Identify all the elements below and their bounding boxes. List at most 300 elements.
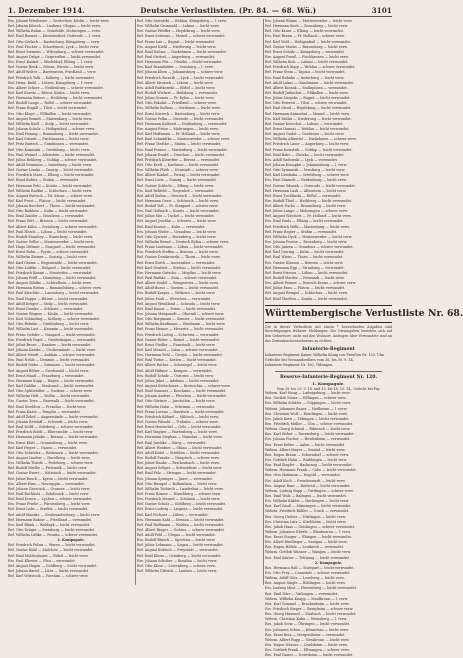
list-entry: Res. Emil Dürr — Vaihingen — verwundet.	[265, 591, 339, 596]
list-entry: Ref. Otto Bergmann — Samter — leicht verwundet.	[137, 317, 226, 322]
list-entry: Ers. Ludwig Mast — Herrenberg — leicht verwundet.	[265, 586, 358, 591]
list-entry: Ref. Otto Pakulat — Friedland — schwer verw.	[137, 101, 217, 106]
list-entry: Ers. Friedrich Marx — Elbing — leicht verwundet.	[8, 173, 95, 178]
list-entry: Ers. Karl Blank — Woldegk — leicht verwundet.	[8, 522, 91, 527]
list-entry: Ref. Gustav Pfeiffer — Heydekrug — leicht verw.	[137, 29, 221, 34]
list-entry: Ref. Ernst Friesen — Löbau — leicht verwundet.	[265, 270, 349, 275]
list-entry: Ref. Julius Pauli — Wreschen — verwundet.	[137, 296, 212, 301]
list-entry: Ref. Paul Tietze — Kosten — leicht verwundet.	[137, 358, 217, 363]
list-entry: Ref. Hermann Koch — Rosenberg — leicht verw.	[265, 24, 349, 29]
list-entry: Ref. Gustav Kurschat — Labiau — verwundet.	[265, 121, 344, 126]
list-entry: Wehrm. Hermann Frank — Calw — leicht verwundet.	[265, 468, 357, 473]
list-entry: Ref. Otto Janzen — Graudenz — schwer verwundet.	[265, 245, 354, 250]
list-entry: Ref. Gustav Renk — Polenz, Wirsitz — leicht verw.	[8, 65, 95, 70]
list-entry: Ref. Johann Borchert — Thorn — leicht verwundet.	[8, 204, 96, 209]
list-entry: Ers. Paul Kliewer — Plau — verwundet.	[8, 558, 76, 563]
list-entry: Res. Eugen Häfele — Leutkirch — verwundet.	[265, 545, 345, 550]
list-entry: Res. Georg Dreher — Nürtingen — leicht verw.	[265, 514, 346, 519]
list-entry: Ref. Friedrich Laser — Angerburg — leicht verw.	[265, 142, 350, 147]
list-entry: Ers. Paul Fischer — Scharfenort, Lyck — leicht verw.	[8, 44, 100, 49]
list-entry: Ref. Ernst Tuchlinski — Rößel — verwundet.	[265, 193, 342, 198]
list-entry: Ref. Albert Wendt — Anklam — schwer verwundet.	[8, 353, 96, 358]
list-entry: Ref. Friedrich Zerrath — Lyck — leicht verwundet.	[137, 75, 225, 80]
battle-line: Vom 28. bis 29. 9. 14. und 15. bis 18. 10. 14., Gefecht bei Fay.	[276, 386, 381, 391]
list-entry: Ref. Friedrich Kanne — Neustettin — verwundet.	[8, 270, 93, 275]
list-entry: Ref. Gustav Ritter — Bomst — leicht verwundet.	[137, 337, 220, 342]
list-entry: Ref. Friedrich Kopp — Wehlau — schwer verwundet.	[265, 65, 356, 70]
list-entry: Ref. Emil Bahr — Oletzko — leicht verwundet.	[265, 152, 345, 157]
list-entry: Ref. Gustav Lemke — Danzig — leicht verwundet.	[8, 168, 94, 173]
list-entry: Ers. Adolf Ruttkowski — Rößel — leicht verw.	[137, 85, 216, 90]
list-entry: Wehrm. Christian Kuhn — Weinsberg — l. verw.	[265, 617, 347, 622]
list-entry: Ref. Otto Hampel — Bolkenhain — leicht verw.	[137, 481, 218, 486]
list-entry: Ref. Gustav Marks — Braunsberg — leicht verw.	[265, 44, 348, 49]
list-entry: Ref. Franz Lindenau — Löbau — leicht verwundet.	[137, 245, 224, 250]
list-entry: Ref. Ernst Siemens — Wittenburg — schwer verwundet.	[8, 49, 105, 54]
list-entry: Ers. Emil Zander — Graudenz — verwundet.	[8, 214, 85, 219]
list-entry: Ref. Ernst Labs — Strelitz — leicht verwundet.	[8, 507, 89, 512]
list-entry: Ref. Johann Gnewuch — Gransee — leicht verw.	[8, 486, 91, 491]
list-entry: Wehrm. Johannes Eberle — Blaubeuren — l. verw.	[265, 529, 351, 534]
list-entry: Ref. Emil Dorow — Lychen — schwer verwundet.	[8, 497, 93, 502]
list-entry: Ref. Karl Wagner — Wartenberg — leicht verw.	[137, 430, 218, 435]
list-entry: Ref. Franz Lau — Ragnit — leicht verwundet.	[137, 39, 216, 44]
list-entry: Ref. Friedrich Tolk — Kolberg — leicht verwundet.	[8, 75, 95, 80]
list-entry: Ref. Otto Lüdtke — Belgard — leicht verwundet.	[8, 265, 92, 270]
list-entry: Ref. August Lindow — Havelberg — leicht verw.	[8, 455, 91, 460]
list-entry: Ref. Johann Konopka — Johannisburg — l. verw.	[265, 162, 348, 167]
list-entry: Ref. August Gudat — Gerdauen — leicht verw.	[265, 132, 345, 137]
list-entry: Res. Ernst Keller — Aalen — leicht verwundet.	[265, 442, 346, 447]
list-entry: Ref. Emil Pelz — Striegau — leicht verwundet.	[137, 471, 217, 476]
list-entry: Ers. Hermann Stephan — Namslau — leicht verw.	[137, 435, 223, 440]
list-entry: Ref. Otto Symanzik — Sensburg — leicht verw.	[265, 168, 346, 173]
list-entry: Ref. August Zühlke — Schivelbein — leicht verw.	[8, 281, 92, 286]
section-lines	[265, 353, 392, 368]
list-entry: Ref. Fritz Bartsch — Gumbinnen — verwundet.	[8, 142, 89, 147]
list-entry: Ref. Julius Rusch — Kyritz — leicht verwundet.	[8, 476, 89, 481]
list-entry: Ref. Paul Hoffmann — Wohlau — leicht verwundet.	[137, 522, 225, 527]
list-entry: Res. Emil Walz — Balingen — leicht verwundet.	[265, 493, 347, 498]
list-entry: Ref. Franz Lorenz — Rawitsch — leicht verwundet.	[137, 409, 225, 414]
list-entry: Ref. Paul Nitsch — Löbau — leicht verwundet.	[8, 229, 88, 234]
list-entry: Ers. Adolf Koch — Freudenstadt — leicht verw.	[265, 478, 346, 483]
list-entry: Ref. Adolf Busse — Gnesen — leicht verwundet.	[137, 286, 220, 291]
list-entry: Ref. Hermann Bräuer — Heilsberg — leicht verwundet.	[8, 96, 104, 101]
list-entry: Ref. Julius Lange — Mohrungen — schwer verw.	[265, 209, 348, 214]
list-entry: Ref. Otto Behnke — Greifenberg — leicht verw.	[8, 322, 90, 327]
list-entry: Ref. Hermann Ristau — Rummelsburg — schwer verw.	[8, 286, 102, 291]
list-entry: Res. Jakob Seitz — Öhringen — leicht verwundet.	[265, 622, 351, 627]
list-entry: Ers. Hermann Gutsche — Mogilno — leicht verw.	[137, 270, 222, 275]
list-entry: Ers. Hermann Kopp — Rügen — leicht verwundet.	[8, 378, 95, 383]
list-entry: Ref. Gustav Schlicht — Elbing — leicht verw.	[137, 183, 214, 188]
list-entry: Ref. Karl Pieper — Nauen — verwundet.	[8, 445, 78, 450]
list-entry: Ref. Karl Wolf — Heiligenbeil — leicht verwundet.	[265, 39, 351, 44]
list-entry: Res. Paul Sauter — Tettnang — leicht verwundet.	[265, 555, 350, 560]
list-entry: Ref. Paul Wiens — Thorn — leicht verwundet.	[265, 255, 344, 260]
list-entry: Ref. Gustav Pelka — Osterode — leicht verwundet.	[137, 116, 225, 121]
list-entry: Ref. Albert Seidel — Wongrowitz — leicht verw.	[137, 281, 219, 286]
list-entry: Ers. Johann Anders — Pleschen — leicht verwundet.	[137, 394, 227, 399]
list-entry: Ers. Gottlieb Frank — Ellwangen — schwer verw.	[265, 648, 350, 653]
list-entry: Ers. Johann Wiebe — Graudenz — leicht verw.	[137, 229, 217, 234]
list-entry: Ers. August Paetsch — Dt. Krone — schwer verw.	[8, 193, 93, 198]
list-entry: Ref. Friedrich Polzin — Waren — leicht verwundet.	[8, 543, 96, 548]
list-entry: Ref. Julius Gronau — Pr. Eylau — leicht verw.	[137, 96, 215, 101]
list-entry: Ers. Adolf Sadowski — Lyck — verwundet.	[265, 157, 338, 162]
list-entry: Res. Hermann Rall — Stuttgart — leicht verwundet.	[265, 565, 355, 570]
list-entry: Ers. Johann Fischer — Heidenheim — verwundet.	[265, 437, 351, 442]
list-entry: Ref. Adolf Zabel — Angermünde — leicht verwundet.	[8, 414, 99, 419]
list-entry: Ers. Rudolf Franke — Nimptsch — schwer verw.	[137, 455, 220, 460]
list-entry: Ref. Ernst Schwarz — Memel — schwer verwundet.	[137, 34, 226, 39]
list-entry: Ref. Paul Buchholz — Zehdenick — leicht verw.	[8, 491, 90, 496]
list-entry: Ref. Hermann Lask — Allenstein — leicht verw.	[265, 188, 347, 193]
header-rule	[8, 16, 392, 17]
list-entry: Ref. Wilhelm Kroll — Stolp — leicht verwundet.	[8, 121, 90, 126]
list-entry: Ref. Ernst Bohn — Pyritz — schwer verwundet.	[8, 250, 90, 255]
list-entry: Ref. Johann Bartel — Lübz — leicht verwundet.	[8, 569, 90, 574]
list-entry: Ref. Heinr. Biehl — Lötzen, Königsberg — l. verw.	[8, 80, 94, 85]
list-entry: Ref. Adolf Pohl — Glogau — leicht verwundet.	[137, 533, 216, 538]
list-entry: Ers. Otto Kluge — Pillkallen — leicht verwundet.	[8, 111, 92, 116]
list-entry: Ers. Albert Hinz — Neuruppin — verwundet.	[8, 481, 85, 486]
list-entry: Ers. Johannes Scheu — Künzelsau — leicht verw.	[265, 627, 349, 632]
list-entry: Ers. Otto Frey — Cannstatt — schwer verwundet.	[265, 571, 351, 576]
list-entry: Ref. Wilhelm Tschirch — Landeshut — leicht verw.	[137, 486, 224, 491]
list-entry: Ref. Karl Frost — Flatow — leicht verwundet.	[8, 198, 87, 203]
list-entry: Ref. August Wiechert — Pr. Holland — leicht verw.	[265, 214, 352, 219]
list-entry: Ers. Rudolf Scholz — Ostrowo — leicht verw.	[137, 373, 215, 378]
list-entry: Ref. Gustav Sellin — Marienwerder — leicht verw.	[8, 240, 95, 245]
list-entry: Ref. Hermann Pilz — Oletzko — leicht verwundet.	[137, 60, 223, 65]
list-entry: Ref. Emil Sommer — Koschmin — leicht verwundet.	[137, 389, 227, 394]
list-entry: Ref. Paul Jaschke — Brieg — verwundet.	[137, 440, 207, 445]
header-date: 1. Dezember 1914.	[8, 5, 85, 15]
list-entry: Ers. Emil Ruhnke — Insterburg — leicht verw.	[265, 75, 345, 80]
list-entry: Ref. Julius Jäkel — Adelnau — leicht verwundet.	[137, 378, 220, 383]
list-entry: Ref. Wilhelm Kaufmann — Birnbaum — leicht verw.	[137, 322, 226, 327]
list-entry: Ref. Otto Raddatz — Kulm — leicht verwundet.	[8, 209, 89, 214]
list-entry: Ref. Paul Kirschke — Lauenburg — leicht verwundet.	[8, 291, 100, 296]
list-entry: Res. Jakob Haas — Geislingen — schwer verwundet.	[265, 524, 356, 529]
list-entry: Ers. Gottlieb Hahn — Waiblingen — leicht verw.	[265, 457, 348, 462]
list-entry: Ref. Rudolf Stübe — Grimmen — leicht verwundet.	[8, 363, 96, 368]
list-entry: Ref. Julius Enns — Flatow — leicht verwundet.	[265, 286, 346, 291]
list-entry: Ref. Karl Wittstock — Parchim — schwer verw.	[8, 574, 89, 579]
list-entry: Res. Gottlob Maier — Eßlingen — schwer verw.	[265, 396, 347, 401]
list-entry: Ref. Ernst Lietz — Danzig — leicht verwundet.	[137, 178, 217, 183]
list-entry: Ers. Wilhelm Schäfer — Göppingen — leicht verw.	[265, 401, 352, 406]
list-entry: Ref. Otto Schröder — Rathenow — leicht verwundet.	[8, 450, 99, 455]
list-entry: Ref. Wilhelm Ruhm — Grünfelde, Mohrungen — verw.	[8, 29, 101, 34]
list-entry: Ref. Emil Krause — Kulm — verwundet.	[137, 224, 206, 229]
list-entry: Ref. Karl Kewitz — Bütow, Köslin — leicht verw.	[8, 90, 90, 95]
list-entry: Ref. Gustav Scholz — Goldberg — leicht verwundet.	[137, 502, 227, 507]
list-entry: Ref. Adolf Hübner — Kempen — verwundet.	[137, 368, 213, 373]
list-entry: Ref. Karl Grams — Regenwalde — leicht verwundet.	[8, 260, 98, 265]
list-entry: Ref. Ernst Maaß — Franzburg — verwundet.	[8, 373, 85, 378]
list-entry: Res. Karl Weber — Ravensburg — leicht verwundet.	[265, 432, 355, 437]
list-entry: Ref. Karl Menzel — Lissa — schwer verwundet.	[137, 348, 219, 352]
list-entry: Ref. Adolf Kittel — Strehlen — leicht verwundet.	[137, 450, 221, 455]
list-entry: Ref. Wilhelm Radtke — Schlochau — leicht verw.	[8, 188, 92, 193]
list-entry: Wehrm. Adolf Götz — Leonberg — leicht verw.	[265, 576, 345, 581]
list-entry: Ref. Albert Mrotzek — Lötzen — leicht verw.	[137, 80, 214, 85]
list-entry: Ref. Gustav Kühl — Malchow — leicht verwundet.	[8, 548, 94, 553]
list-entry: Ers. Karl Wallat — Niederung — leicht verwundet.	[265, 116, 352, 121]
list-entry: Ref. Franz Tiedtke — Stuhm — leicht verwundet.	[137, 142, 222, 147]
list-entry: Ref. Johann Schulz — Heiligenbeil — schwer verw.	[8, 126, 95, 131]
list-entry: Ref. Hermann Pohl — Konitz — leicht verwundet.	[8, 183, 93, 188]
list-entry: Ers. Emil Pauls — Elbing — leicht verwundet.	[265, 219, 344, 224]
list-entry: Ref. Adolf Ziehm — Neuteich — leicht verwundet.	[137, 193, 223, 198]
list-entry: Ref. Rudolf Wichert — Heilsberg — verwundet.	[137, 90, 219, 95]
list-entry: Ref. Wilhelm Dittrich — Lauban — leicht verw.	[137, 569, 218, 574]
list-entry: Ref. Emil Thießen — Konitz — leicht verwundet.	[265, 296, 348, 301]
list-entry: Ers. Wilhelm Thiede — Perleberg — schwer verw.	[8, 461, 94, 466]
list-entry: Ers. Paul Nehls — Demmin — leicht verwundet.	[8, 358, 91, 363]
list-entry: Ers. Johann Prüß — Dramburg — leicht verwundet.	[8, 276, 97, 281]
list-entry: Ref. Rudolf Mielke — Pritzwalk — leicht verw.	[8, 466, 88, 471]
list-entry: Ers. Johann Schober — Bunzlau — leicht verw.	[137, 558, 218, 563]
list-entry: Ref. Friedrich Wölk — Marienburg — leicht verw.	[265, 224, 350, 229]
list-entry: Ref. Franz Witt — Briesen — leicht verwundet.	[8, 219, 89, 224]
list-entry: Ref. Hermann Rakow — Friedland — verwundet.	[8, 517, 92, 522]
list-entry: Ref. Otto Gärtner — Jarotschin — leicht verw.	[137, 399, 216, 404]
column-3	[265, 19, 463, 658]
column-1	[8, 19, 134, 587]
list-entry: Ers. Albert Penner — Deutsch Krone — schwer verw.	[265, 281, 357, 286]
list-entry: Ref. Otto Dräger — Strasburg — leicht verwundet.	[8, 527, 96, 532]
list-entry: Ers. August Fröse — Mohrungen — leicht verw.	[137, 126, 219, 131]
list-entry: Ref. Karl Hoffmann — Pr. Holland — leicht verw.	[137, 132, 221, 137]
list-entry: Gefechte bei Vermandovillers vom 26. bis 30. 9. 14.	[265, 358, 354, 363]
list-entry: Ers. Jakob Kern — Tübingen — leicht verwundet.	[265, 416, 350, 421]
list-entry: Ref. Emil Kliem — Grünberg — leicht verwundet.	[137, 553, 222, 558]
column-2	[137, 19, 262, 587]
list-entry: Ers. Karl Rehfeld — Tiegenhof — verwundet.	[137, 188, 215, 193]
list-entry: Ers. Wilhelm Ballnus — Gerdauen — leicht verw.	[137, 106, 221, 111]
list-entry: Ref. Hugo Dittmer — Stargard — leicht verwundet.	[8, 245, 97, 250]
intro-paragraph: Die in dieser Verlustliste mit einem * bezeichneten Angaben sind Berichtigungen früherer Meldungen. Die Ortsangaben beziehen sich auf den Geburtsort, nicht auf den Wohnort. Anfragen über Verwundete sind an das Zentralnachweisebureau zu richten.	[265, 324, 392, 343]
list-entry: Ref. Franz Regier — Stuhm — verwundet.	[265, 229, 338, 234]
list-entry: Ers. Johann Retzlaff — Schwedt — leicht verw.	[8, 419, 89, 424]
list-entry: Ers. Friedrich Kühnel — Militsch — leicht verw.	[137, 414, 220, 419]
list-entry: Wehrm. Gottlob Wanner — Wangen — leicht verw.	[265, 550, 352, 555]
list-entry: Ref. Otto Gerlach — Rastenburg, Königsberg — verw.	[8, 39, 101, 44]
list-entry: Infanterie-Regiment Nr. 180, Tübingen.	[265, 363, 334, 368]
list-entry: Ers. Friedrich Rieger — Besigheim — schwer verw.	[265, 607, 354, 612]
list-entry: Wehrm. Ludwig Rapp — Tuttlingen — schwer verw.	[265, 488, 354, 493]
list-entry: Ref. Friedrich Klawitter — Berent — verwundet.	[137, 157, 221, 162]
list-entry: Res. Karl Gommel — Brackenheim — leicht verw.	[265, 601, 350, 606]
list-entry: Ers. Friedrich Liebig — Schwerin — verwundet.	[137, 332, 220, 337]
wuerttemberg-heading: Württembergische Verlustliste Nr. 68.	[265, 305, 392, 323]
list-entry: Ref. Johann Ewald — Dirschau — leicht verwundet.	[137, 152, 226, 157]
list-entry: Ref. Franz Kaatz — Templin — verwundet.	[8, 409, 81, 414]
list-entry: Ers. Johann Wiesbauer — Gentschow, Köslin — leicht verw.	[8, 19, 110, 23]
list-entry: Ref. Julius Rehberg — Goldap — schwer verwundet.	[8, 157, 98, 162]
list-entry: Ref. August Bölter — Greifswald — leicht verw.	[8, 368, 90, 373]
list-entry: Ers. Rudolf Thiel — Heilsberg — leicht verwundet.	[265, 198, 353, 203]
list-entry: Ref. Karl Neubert — Strelno — leicht verwundet.	[137, 265, 222, 270]
list-entry: Ref. Hermann Kallweit — Neidenburg — verwundet.	[137, 121, 228, 126]
list-entry: Ers. Friedrich Menzel — Schönau — leicht verw.	[137, 497, 221, 502]
list-entry: Res. August Single — Böblingen — leicht verw.	[265, 581, 346, 586]
list-entry: Ref. Emil Strehlow — Prenzlau — leicht verw.	[8, 404, 87, 409]
column-3-list-bottom	[265, 391, 392, 658]
list-entry: Wehrm. Friedrich Bühler — Urach — verwundet.	[265, 509, 350, 514]
list-entry: Ref. Ernst Dumke — Schlawe — verwundet.	[8, 306, 84, 311]
list-entry: Ers. Wilhelm Plath — Neustadt — schwer verw.	[137, 168, 219, 173]
list-entry: Ers. Albert Schorr — Neidenburg — schwer verwundet.	[8, 85, 104, 90]
list-entry: Ref. Albert Weidner — Ohlau — leicht verwundet.	[137, 445, 223, 450]
list-entry: Ers. Friedrich Pagel — Greifenhagen — verwundet.	[8, 337, 97, 342]
list-entry: Ers. Paul Zimmek — Neidenburg — leicht verw.	[265, 178, 347, 183]
list-entry: Ref. Otto Petereit — Tilsit — schwer verwundet.	[265, 101, 348, 106]
list-entry: Ref. Gustav Sdunek — Osterode — leicht verwundet.	[265, 183, 356, 188]
list-entry: Ers. Paul Wenzel — Allenstein — leicht verwundet.	[8, 152, 96, 157]
section-heading: Infanterie-Regiment	[302, 347, 355, 353]
list-entry: Wehrm. Wilhelm Knapp — Maulbronn — l. verw.	[265, 596, 349, 601]
list-entry: Ers. Karl Schmeling — Kolberg — schwer verwundet.	[8, 317, 100, 322]
header-page-number: 3101	[371, 5, 392, 15]
list-entry: Ers. Karl Brandstäter — Sensburg — l. verw.	[137, 65, 214, 70]
list-entry: Ref. Franz Gehrke — Naugard — leicht verwundet.	[8, 332, 96, 337]
list-entry: Res. August Baur — Rottweil — leicht verwundet.	[265, 483, 351, 488]
list-entry: Ref. Hermann Graw — Schöneck — leicht verw.	[137, 198, 219, 203]
list-entry: Ref. Julius Brose — Randow — leicht verwundet.	[8, 342, 92, 347]
list-entry: Ers. Emil Penner — Marienburg — leicht verwundet.	[137, 147, 228, 152]
list-entry: Ers. Rudolf Manthey — Rosenberg — leicht verw.	[8, 234, 93, 239]
list-entry: Ref. Ernst Fiedler — Fraustadt — leicht verw.	[137, 342, 216, 347]
list-entry: Res. Eugen Wörner — Crailsheim — leicht verw.	[265, 643, 348, 648]
list-entry: Ref. Otto Kaminski — Ortelsburg — leicht verw.	[8, 147, 91, 152]
list-entry: Res. Paul Gaiser — Neresheim — leicht verwundet.	[265, 653, 354, 658]
list-entry: Ref. August Wendland — Schroda — leicht verw.	[137, 301, 221, 306]
list-entry: Ref. Julius Lehmann — Sagan — leicht verwundet.	[137, 543, 224, 548]
list-entry: Ers. Rudolf Bärsch — Sprottau — leicht verw.	[137, 538, 216, 543]
list-entry: Ref. Albert Rieger — Guhrau — schwer verwundet.	[137, 527, 225, 532]
list-entry: Ref. Otto Klose — Löwenberg — schwer verw.	[137, 563, 216, 568]
list-entry: Ers. Gustav Tews — Pasewalk — leicht verwundet.	[8, 399, 95, 404]
list-entry: Ref. Wilhelm Lübke — Penzlin — schwer verwundet.	[8, 533, 99, 538]
list-entry: Wehrm. Johannes Bauer — Heilbronn — l. verw.	[265, 406, 348, 411]
list-entry: Ref. Wilhelm Bernd — Deutsch Eylau — schwer verw.	[137, 240, 229, 245]
list-entry: Ref. August Kretschmer — Krotoschin — schwer verw.	[137, 383, 231, 388]
list-entry: Ref. Karl Quiring — Kulm — leicht verwundet.	[265, 250, 345, 255]
list-entry: Ref. Julius Hanke — Reichenbach — leicht verw.	[137, 461, 220, 466]
list-entry: Res. Christian Wolf — Reutlingen — leicht verw.	[265, 411, 348, 416]
list-entry: Ref. Johann Kamke — Ueckermünde — leicht verw.	[8, 348, 96, 352]
list-entry: Ers. Rudolf Kasper — Witkowo — leicht verw.	[137, 291, 216, 296]
list-entry: Ref. Otto Zywietz — Rosenberg — leicht verw.	[137, 234, 217, 239]
list-entry: Ref. Paul Wolff — Oderberg — schwer verwundet.	[8, 425, 94, 430]
regiment-heading: Reserve-Infanterie-Regiment Nr. 120.	[279, 374, 378, 380]
list-entry: Ref. Wilhelm Last — Kammin — leicht verwundet.	[8, 327, 94, 332]
list-entry: Ers. Paul Braun — Pr. Holland — schwer verw.	[265, 34, 345, 39]
list-entry: Ref. Gustav Ewert — Wittstock — leicht verwundet.	[8, 471, 97, 476]
list-entry: Ref. Wilhelm Hahn — Schrimm — verwundet.	[137, 404, 216, 409]
column-divider	[135, 19, 136, 585]
list-entry: Ref. Wilhelm Dyck — Marienwerder — leicht verw.	[265, 234, 353, 239]
list-entry: Ref. Karl Gutzeit — Fischhausen — leicht verw.	[8, 137, 90, 142]
list-entry: Ref. Adolf Manzke — Neubrandenburg — leicht verw.	[8, 512, 101, 517]
list-entry: Ers. Hermann Pohl — Gostyn — leicht verwundet.	[137, 353, 223, 358]
list-entry: Ref. Paul Stritzel — Angerburg — verwundet.	[137, 54, 216, 59]
list-entry: Ers. Hermann Kahl — Steinau — leicht verwundet.	[137, 517, 225, 522]
list-entry: Ref. Emil Riemer — Kirsteinsdorf, Osterode — l. verw.	[8, 34, 101, 39]
list-entry: Ers. Wilhelm Albrecht — Darkehmen — schwer verw.	[265, 137, 357, 142]
list-entry: Ers. Paul Gollnick — Konitz — leicht verwundet.	[137, 209, 220, 214]
list-entry: 3. Kompagnie.	[57, 538, 85, 543]
list-entry: Ref. Otto Sawatzki — Wehlau, Königsberg — l. verw.	[137, 19, 227, 23]
list-entry: Ref. Ernst Dannat — Wehlau — leicht verwundet.	[265, 126, 350, 131]
list-entry: Ers. Christian Lutz — Kirchheim — leicht verw.	[265, 519, 347, 524]
list-entry: Ref. Franz Rogall — Tilsit — leicht verwundet.	[8, 106, 88, 111]
list-entry: Ref. Adolf Lukat — Gumbinnen — leicht verwundet.	[265, 80, 354, 85]
list-entry: Ref. Gustav Pätzold — Trebnitz — schwer verw.	[137, 419, 219, 424]
list-entry: Ref. Gustav Wegner — Köslin — leicht verwundet.	[8, 312, 94, 317]
list-entry: Ers. Emil Hoppe — Bütow — leicht verwundet.	[8, 296, 89, 301]
list-entry: Ref. Ernst Ludwig — Liegnitz — leicht verwundet.	[137, 507, 224, 512]
section-rule	[275, 371, 382, 372]
list-entry: Ref. August Dröge — Ostpreußen — leicht verwundet.	[8, 54, 102, 59]
list-entry: Ers. August Preuß — Fischhausen — leicht verw.	[265, 54, 350, 59]
list-entry: Ref. Ernst Korth — Inowrazlaw — verwundet.	[137, 260, 216, 265]
list-entry: Ers. Albert Riedlinger — Saulgau — leicht verw.	[265, 540, 348, 545]
list-entry: Res. Ernst Staiger — Ehingen — leicht verwundet.	[265, 535, 353, 540]
list-entry: Ref. Karl Dziobaka — Ortelsburg — schwer verw.	[265, 173, 350, 178]
list-entry: Ref. Karl Fechner — Lüben — verwundet.	[137, 512, 209, 517]
list-entry: Wehrm. Karl Haug — Ludwigsburg — leicht verw.	[265, 391, 351, 396]
list-entry: Ref. Rudolf Jurkschat — Pillkallen — leicht verw.	[265, 90, 349, 95]
list-entry: Res. Ernst Betz — Mergentheim — verwundet.	[265, 632, 346, 637]
list-entry: Ref. Adolf Neumann — Insterburg — leicht verw.	[8, 162, 92, 167]
list-entry: Ref. Rudolf Voß — Pr. Stargard — schwer verw.	[137, 204, 219, 209]
list-entry: Ref. Hermann Epp — Strasburg — verwundet.	[265, 265, 345, 270]
list-entry: Ref. Franz Heinze — Meseritz — leicht verwundet.	[137, 327, 225, 332]
list-entry: Ref. Albert Rother — Schmiegel — leicht verw.	[137, 363, 218, 368]
list-entry: Ref. August Kubisch — Freystadt — verwundet.	[137, 548, 219, 553]
list-entry: Ers. Franz Priebe — Fürstenberg — leicht verw.	[8, 502, 91, 507]
list-entry: Ref. Emil Dahms — Darkehmen — leicht verwundet.	[137, 49, 227, 54]
list-entry: Ers. Friedrich Steffen — Briesen — leicht verw.	[137, 250, 219, 255]
list-entry: Wehrm. Albert Rupp — Gerabronn — leicht verw.	[265, 637, 350, 642]
list-entry: Infanterie-Regiment Kaiser Wilhelm König von Preußen Nr. 120, Ulm.	[265, 353, 386, 358]
list-entry: Ers. Johann Froese — Rosenberg — leicht verw.	[265, 240, 348, 245]
list-entry: Wehrm. Georg Schmid — Biberach — leicht verw.	[265, 427, 351, 432]
list-entry: Ref. Franz Kowalzik — Goldap — leicht verwundet.	[265, 147, 353, 152]
list-entry: Ref. August Rempel — Schlochau — leicht verw.	[265, 291, 348, 296]
list-entry: Ref. Paul Schmidtke — Marienwerder — schwer verw.	[137, 137, 231, 142]
list-entry: Ref. Johann Klein — Johannisburg — schwer verw.	[137, 70, 224, 75]
list-entry: 2. Kompagnie.	[314, 560, 343, 565]
list-entry: Ers. Johann Marquardt — Obornik — schwer verw.	[137, 312, 225, 317]
list-entry: Ref. Albert Kossak — Stallupönen — verwundet.	[265, 85, 348, 90]
list-entry: Ref. Otto Kruse — Elbing — leicht verwundet.	[265, 29, 344, 34]
list-entry: Ers. Johann Springer — Jauer — verwundet.	[137, 476, 213, 481]
list-entry: Ref. Emil Kaiser — Posen — leicht verwundet.	[137, 306, 217, 311]
list-entry: Ref. Ernst Schulz — Königsberg — verwundet.	[265, 49, 345, 54]
list-entry: Ref. Johann Kürsch — Laubenz, Glogau — leicht verw.	[8, 24, 101, 29]
list-entry: Ref. August Seliger — Schweidnitz — leicht verw.	[137, 466, 223, 471]
list-entry: Res. Paul Ziegler — Backnang — leicht verwundet.	[265, 463, 353, 468]
list-entry: Ref. Rudolf Harder — Neumark — leicht verw.	[265, 276, 345, 281]
column-3-list-top	[265, 19, 392, 302]
